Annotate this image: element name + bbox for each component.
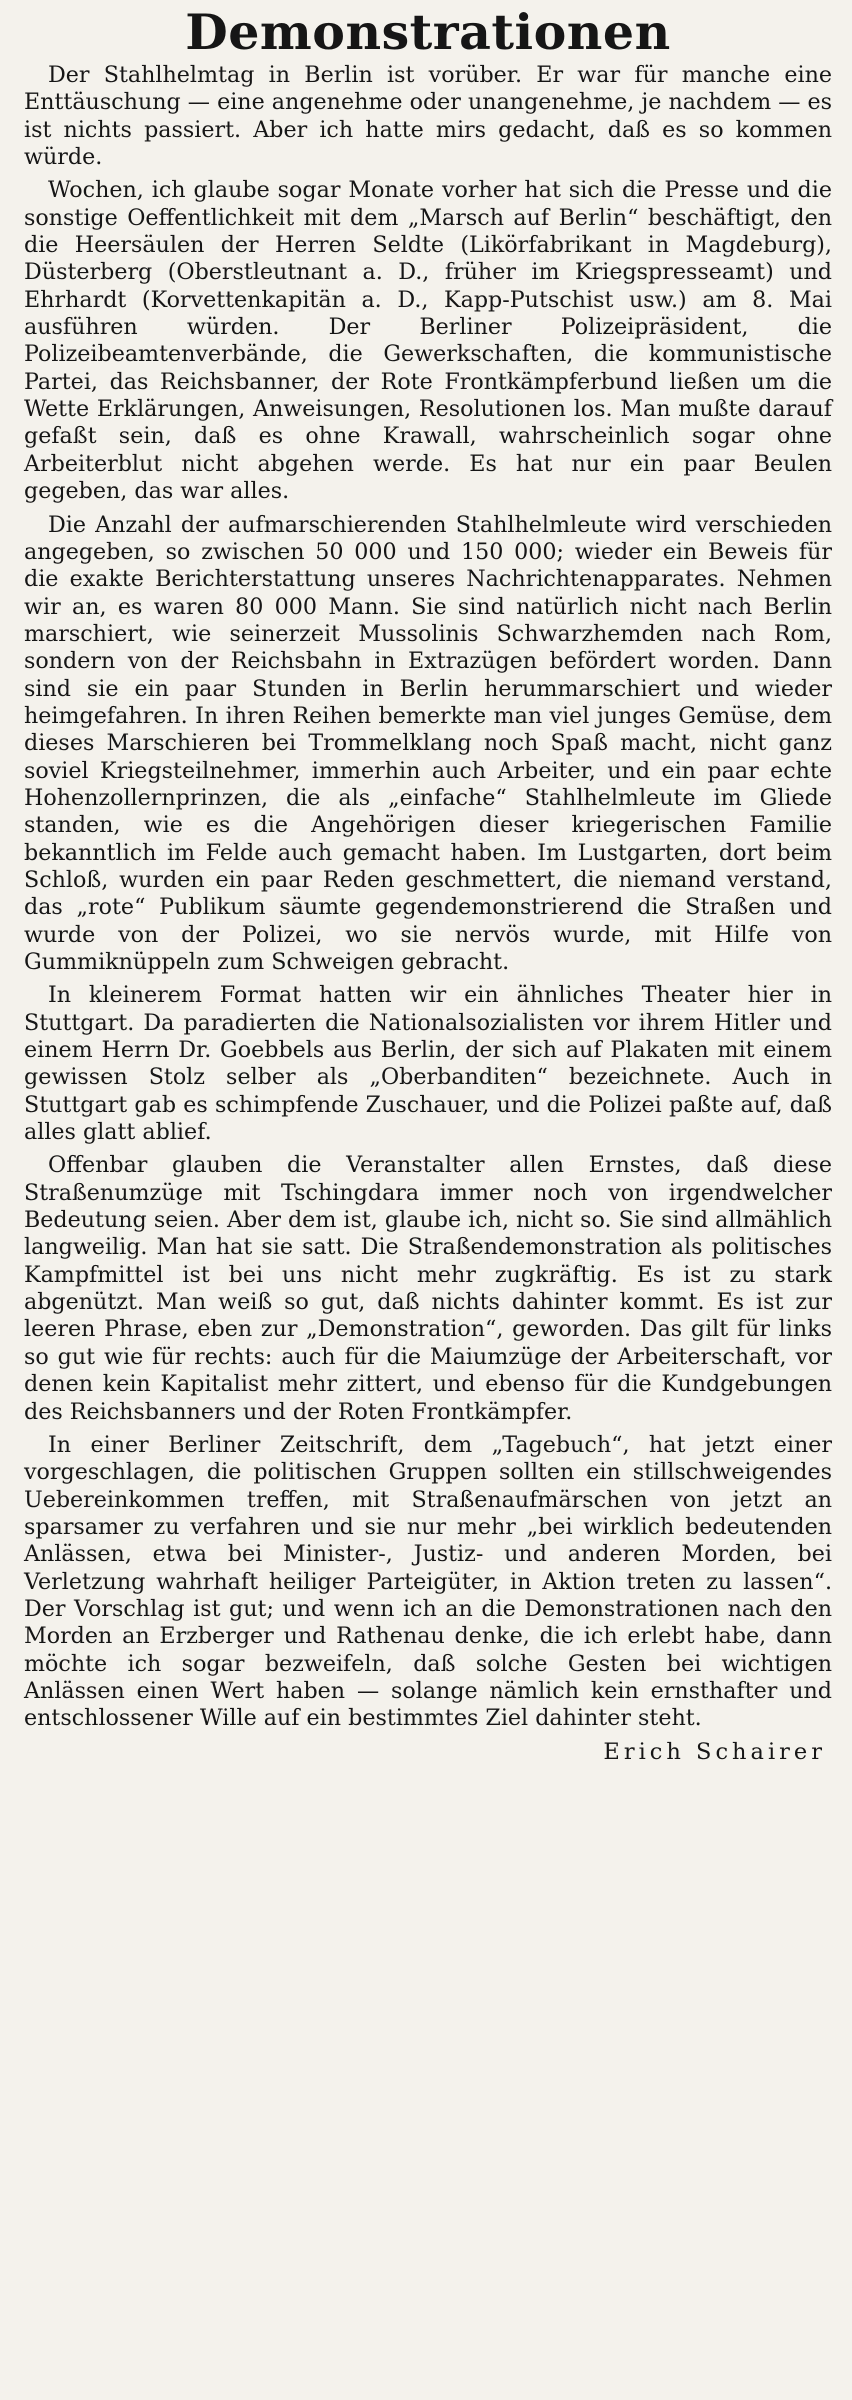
paragraph-2: Wochen, ich glaube sogar Monate vorher hat sich die Presse und die sonstige Oeffentlichkeit mit dem „Marsch auf Berlin“ beschäftigt, den die Heersäulen der Herren Seldte (Likörfabrikant in Magdeburg), Düsterberg (Oberstleutnant a. D., früher im Kriegspresseamt) und Ehrhardt (Korvettenkapitän a. D., Kapp-Putschist usw.) am 8. Mai ausführen würden. Der Berliner Polizeipräsident, die Polizeibeamtenverbände, die Gewerkschaften, die kommunistische Partei, das Reichsbanner, der Rote Frontkämpferbund ließen um die Wette Erklärungen, Anweisungen, Resolutionen los. Man mußte darauf gefaßt sein, daß es ohne Krawall, wahrscheinlich sogar ohne Arbeiterblut nicht abgehen werde. Es hat nur ein paar Beulen gegeben, das war alles. [24, 177, 832, 505]
paragraph-3: Die Anzahl der aufmarschierenden Stahlhelmleute wird verschieden angegeben, so zwischen 50 000 und 150 000; wieder ein Beweis für die exakte Berichterstattung unseres Nachrichtenapparates. Nehmen wir an, es waren 80 000 Mann. Sie sind natürlich nicht nach Berlin marschiert, wie seinerzeit Mussolinis Schwarzhemden nach Rom, sondern von der Reichsbahn in Extrazügen befördert worden. Dann sind sie ein paar Stunden in Berlin herummarschiert und wieder heimgefahren. In ihren Reihen bemerkte man viel junges Gemüse, dem dieses Marschieren bei Trommelklang noch Spaß macht, nicht ganz soviel Kriegsteilnehmer, immerhin auch Arbeiter, und ein paar echte Hohenzollernprinzen, die als „einfache“ Stahlhelmleute im Gliede standen, wie es die Angehörigen dieser kriegerischen Familie bekanntlich im Felde auch gemacht haben. Im Lustgarten, dort beim Schloß, wurden ein paar Reden geschmettert, die niemand verstand, das „rote“ Publikum säumte gegendemonstrierend die Straßen und wurde von der Polizei, wo sie nervös wurde, mit Hilfe von Gummiknüppeln zum Schweigen gebracht. [24, 511, 832, 975]
paragraph-5: Offenbar glauben die Veranstalter allen Ernstes, daß diese Straßenumzüge mit Tschingdara immer noch von irgendwelcher Bedeutung seien. Aber dem ist, glaube ich, nicht so. Sie sind allmählich langweilig. Man hat sie satt. Die Straßendemonstration als politisches Kampfmittel ist bei uns nicht mehr zugkräftig. Es ist zu stark abgenützt. Man weiß so gut, daß nichts dahinter kommt. Es ist zur leeren Phrase, eben zur „Demonstration“, geworden. Das gilt für links so gut wie für rechts: auch für die Maiumzüge der Arbeiterschaft, vor denen kein Kapitalist mehr zittert, und ebenso für die Kundgebungen des Reichsbanners und der Roten Frontkämpfer. [24, 1152, 832, 1425]
article-title: Demonstrationen [185, 3, 671, 61]
paragraph-4: In kleinerem Format hatten wir ein ähnliches Theater hier in Stuttgart. Da paradierten die Nationalsozialisten vor ihrem Hitler und einem Herrn Dr. Goebbels aus Berlin, der sich auf Plakaten mit einem gewissen Stolz selber als „Oberbanditen“ bezeichnete. Auch in Stuttgart gab es schimpfende Zuschauer, und die Polizei paßte auf, daß alles glatt ablief. [24, 982, 832, 1146]
article-body [24, 62, 832, 1733]
author-signature: Erich Schairer [603, 1738, 826, 1765]
paragraph-1: Der Stahlhelmtag in Berlin ist vorüber. Er war für manche eine Enttäuschung — eine angenehme oder unangenehme, je nachdem — es ist nichts passiert. Aber ich hatte mirs gedacht, daß es so kommen würde. [24, 62, 832, 171]
paragraph-6: In einer Berliner Zeitschrift, dem „Tagebuch“, hat jetzt einer vorgeschlagen, die politischen Gruppen sollten ein stillschweigendes Uebereinkommen treffen, mit Straßenaufmärschen von jetzt an sparsamer zu verfahren und sie nur mehr „bei wirklich bedeutenden Anlässen, etwa bei Minister-, Justiz- und anderen Morden, bei Verletzung wahrhaft heiliger Parteigüter, in Aktion treten zu lassen“. Der Vorschlag ist gut; und wenn ich an die Demonstrationen nach den Morden an Erzberger und Rathenau denke, die ich erlebt habe, dann möchte ich sogar bezweifeln, daß solche Gesten bei wichtigen Anlässen einen Wert haben — solange nämlich kein ernsthafter und entschlossener Wille auf ein bestimmtes Ziel dahinter steht. [24, 1431, 832, 1732]
